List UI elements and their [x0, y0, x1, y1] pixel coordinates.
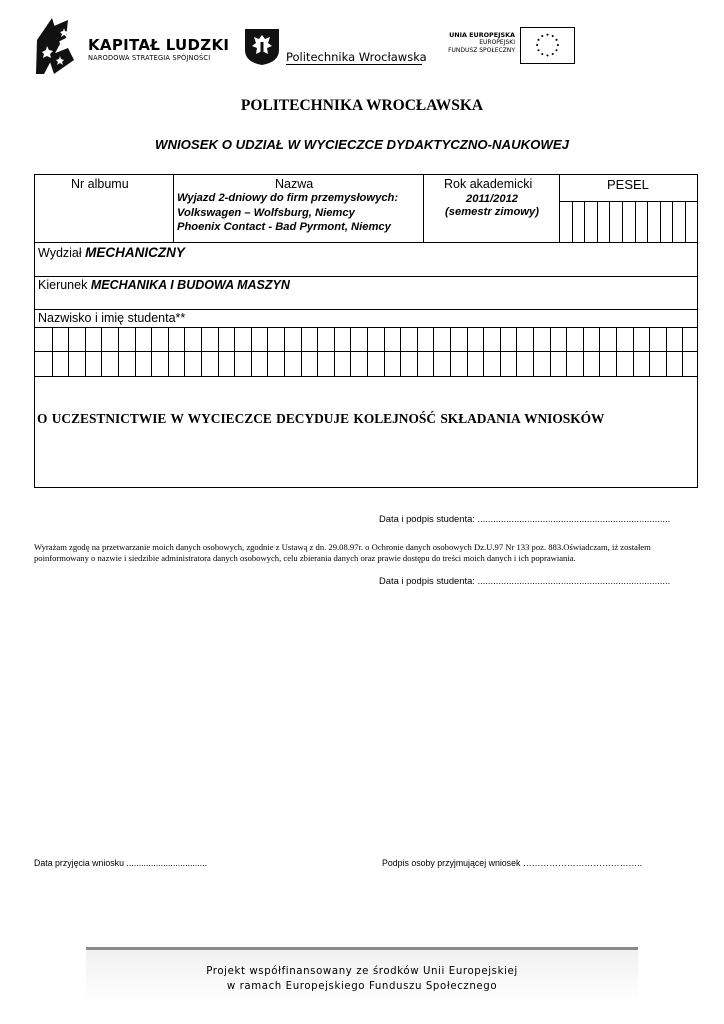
pesel-digit-divider — [622, 201, 623, 242]
form-title: WNIOSEK O UDZIAŁ W WYCIECZCE DYDAKTYCZNO-NAUKOWEJ — [155, 137, 569, 152]
kapital-ludzki-subtitle: NARODOWA STRATEGIA SPÓJNOŚCI — [88, 54, 211, 62]
nr-albumu-label: Nr albumu — [71, 177, 129, 191]
rok-value: 2011/2012 — [465, 193, 519, 205]
project-line-1: Projekt współfinansowany ze środków Unii Europejskiej — [206, 966, 518, 977]
project-line-2: w ramach Europejskiego Funduszu Społecznego — [226, 981, 498, 992]
pesel-digit-divider — [597, 201, 598, 242]
trip-line-2: Volkswagen – Wolfsburg, Niemcy — [177, 206, 355, 219]
data-consent-text: Wyrażam zgodę na przetwarzanie moich danych osobowych, zgodnie z Ustawą z dn. 29.08.97r. o Ochronie danych osobowych Dz.U.97 Nr 133 poz. 883.Oświadczam, iż zostałem poinformowany o nazwie i siedzibie administratora danych osobowych, celu zbierania danych oraz prawie dostępu do treści moich danych i ich poprawiania. — [34, 542, 651, 563]
eu-line-3: FUNDUSZ SPOŁECZNY — [448, 47, 515, 54]
wydzial-value: MECHANICZNY — [85, 245, 185, 260]
trip-line-1: Wyjazd 2-dniowy do firm przemysłowych: — [177, 192, 399, 204]
divider-nr-nazwa — [173, 175, 174, 242]
receiver-signature-line[interactable]: Podpis osoby przyjmującej wniosek ………………………………….. — [382, 858, 643, 868]
pesel-digit-divider — [572, 201, 573, 242]
nazwisko-label: Nazwisko i imię studenta** — [38, 311, 186, 325]
row-line-1 — [35, 242, 698, 243]
application-form-table — [34, 174, 698, 488]
participation-notice: O UCZESTNICTWIE W WYCIECZCE DECYDUJE KOLEJNOŚĆ SKŁADANIA WNIOSKÓW — [37, 411, 605, 426]
pwr-logo-underline — [286, 64, 422, 65]
rok-akademicki-value — [425, 193, 559, 219]
trip-line-3: Phoenix Contact - Bad Pyrmont, Niemcy — [177, 221, 391, 233]
pesel-digit-divider — [685, 201, 686, 242]
row-line-6 — [35, 376, 698, 377]
acceptance-date-line[interactable]: Data przyjęcia wniosku ................................. — [34, 858, 208, 868]
pwr-logo-name: Politechnika Wrocławska — [286, 50, 427, 64]
trip-description — [177, 191, 398, 235]
eu-line-1: UNIA EUROPEJSKA — [449, 31, 515, 39]
pwr-shield-icon — [244, 28, 280, 66]
pesel-digit-divider — [660, 201, 661, 242]
row-line-5 — [35, 351, 698, 352]
row-line-3 — [35, 309, 698, 310]
pesel-header-line — [559, 201, 698, 202]
wydzial-field — [38, 245, 185, 260]
eu-flag-icon — [520, 27, 575, 64]
eu-line-2: EUROPEJSKI — [479, 39, 515, 46]
kierunek-label: Kierunek — [38, 278, 88, 292]
kierunek-value: MECHANIKA I BUDOWA MASZYN — [90, 278, 290, 292]
wydzial-label: Wydział — [38, 246, 82, 260]
student-signature-line-1[interactable]: Data i podpis studenta: .......................................................................... — [379, 513, 671, 524]
kapital-ludzki-title: KAPITAŁ LUDZKI — [88, 36, 230, 54]
rok-semester: (semestr zimowy) — [445, 206, 539, 218]
university-title: POLITECHNIKA WROCŁAWSKA — [240, 97, 484, 114]
eu-logo-text — [420, 31, 515, 55]
divider-rok-pesel — [559, 175, 560, 242]
pesel-digit-divider — [635, 201, 636, 242]
divider-nazwa-rok — [423, 175, 424, 242]
pesel-digit-divider — [672, 201, 673, 242]
pesel-digit-divider — [584, 201, 585, 242]
pesel-label: PESEL — [607, 177, 649, 192]
nazwa-label: Nazwa — [275, 177, 314, 191]
project-footer-rule — [86, 947, 638, 950]
student-signature-line-2[interactable]: Data i podpis studenta: .......................................................................... — [379, 575, 671, 586]
project-footer-text — [86, 964, 638, 994]
kierunek-field — [38, 278, 290, 292]
pesel-digit-divider — [647, 201, 648, 242]
pesel-digit-divider — [609, 201, 610, 242]
rok-akademicki-label: Rok akademicki — [444, 177, 533, 191]
row-line-2 — [35, 276, 698, 277]
